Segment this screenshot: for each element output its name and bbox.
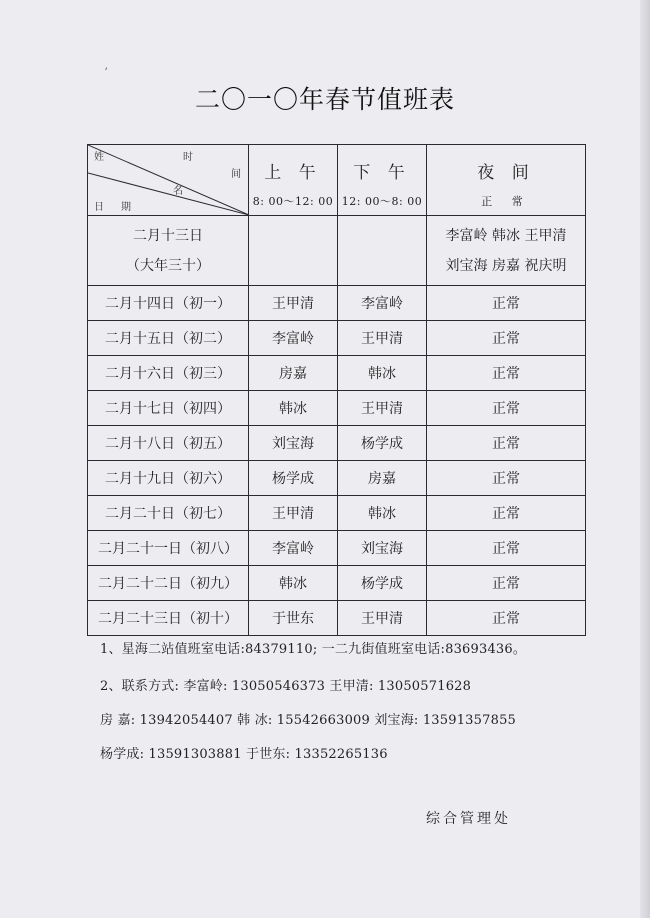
night-cell: 正常 — [427, 391, 586, 426]
corner-label-time: 时 — [183, 152, 193, 163]
date-cell: 二月十四日（初一） — [88, 286, 249, 321]
date-cell: 二月十六日（初三） — [88, 356, 249, 391]
afternoon-cell: 王甲清 — [338, 391, 427, 426]
morning-cell: 刘宝海 — [249, 426, 338, 461]
date-cell: 二月十七日（初四） — [88, 391, 249, 426]
afternoon-cell: 杨学成 — [338, 426, 427, 461]
morning-header — [249, 145, 338, 216]
night-cell — [427, 216, 586, 286]
night-cell: 正常 — [427, 531, 586, 566]
morning-cell: 房嘉 — [249, 356, 338, 391]
note-contacts-line3: 杨学成: 13591303881 于世东: 13352265136 — [100, 747, 388, 762]
corner-label-ri: 日 — [94, 202, 104, 213]
date-cell: 二月二十一日（初八） — [88, 531, 249, 566]
morning-cell: 王甲清 — [249, 496, 338, 531]
note-contacts-line1: 2、联系方式: 李富岭: 13050546373 王甲清: 13050571628 — [100, 679, 472, 694]
afternoon-cell: 刘宝海 — [338, 531, 427, 566]
corner-cell — [88, 145, 249, 216]
morning-time: 8: 00～12: 00 — [252, 194, 334, 208]
morning-cell: 杨学成 — [249, 461, 338, 496]
morning-cell: 韩冰 — [249, 566, 338, 601]
afternoon-label: 下 午 — [353, 162, 411, 183]
note-phone-numbers: 1、星海二站值班室电话:84379110; 一二九街值班室电话:83693436。 — [100, 642, 527, 657]
afternoon-cell: 杨学成 — [338, 566, 427, 601]
night-names-line1: 李富岭 韩冰 王甲清 — [445, 227, 567, 244]
date-cell: 二月十五日（初二） — [88, 321, 249, 356]
afternoon-cell — [338, 216, 427, 286]
morning-label: 上 午 — [264, 162, 322, 183]
table-row — [88, 321, 586, 356]
night-cell: 正常 — [427, 286, 586, 321]
morning-cell: 韩冰 — [249, 391, 338, 426]
first-row-sub: （大年三十） — [126, 257, 210, 274]
morning-cell: 王甲清 — [249, 286, 338, 321]
night-cell: 正常 — [427, 566, 586, 601]
page-title: 二〇一〇年春节值班表 — [194, 85, 455, 114]
night-note: 正 常 — [481, 194, 531, 208]
afternoon-cell: 李富岭 — [338, 286, 427, 321]
night-names-line2: 刘宝海 房嘉 祝庆明 — [445, 257, 567, 274]
note-contacts-line2: 房 嘉: 13942054407 韩 冰: 15542663009 刘宝海: 13591357855 — [100, 713, 517, 728]
date-cell: 二月二十三日（初十） — [88, 601, 249, 636]
afternoon-time: 12: 00～8: 00 — [341, 194, 423, 208]
afternoon-cell: 房嘉 — [338, 461, 427, 496]
morning-cell: 于世东 — [249, 601, 338, 636]
header-row — [88, 145, 586, 216]
morning-cell: 李富岭 — [249, 531, 338, 566]
ink-speck: ʼ — [104, 66, 108, 79]
date-cell: 二月十九日（初六） — [88, 461, 249, 496]
table-row — [88, 356, 586, 391]
duty-table — [87, 144, 586, 636]
night-cell: 正常 — [427, 601, 586, 636]
table-row — [88, 566, 586, 601]
afternoon-cell: 韩冰 — [338, 496, 427, 531]
night-cell: 正常 — [427, 496, 586, 531]
morning-cell: 李富岭 — [249, 321, 338, 356]
date-cell: 二月二十日（初七） — [88, 496, 249, 531]
table-row — [88, 496, 586, 531]
afternoon-header — [338, 145, 427, 216]
date-cell — [88, 216, 249, 286]
table-row — [88, 216, 586, 286]
table-row — [88, 461, 586, 496]
table-row — [88, 391, 586, 426]
afternoon-cell: 韩冰 — [338, 356, 427, 391]
night-label: 夜 间 — [477, 162, 535, 183]
page-edge — [640, 0, 650, 918]
table-row — [88, 426, 586, 461]
signature: 综合管理处 — [426, 811, 511, 827]
table-row — [88, 286, 586, 321]
date-cell: 二月二十二日（初九） — [88, 566, 249, 601]
corner-label-jian: 间 — [231, 169, 241, 180]
corner-label-surname: 姓 — [94, 152, 104, 163]
corner-label-ming: 名 — [173, 186, 183, 197]
morning-cell — [249, 216, 338, 286]
night-cell: 正常 — [427, 321, 586, 356]
table-row — [88, 531, 586, 566]
afternoon-cell: 王甲清 — [338, 601, 427, 636]
date-cell: 二月十八日（初五） — [88, 426, 249, 461]
first-row-date: 二月十三日 — [133, 227, 203, 244]
night-header — [427, 145, 586, 216]
corner-label-qi: 期 — [121, 202, 131, 213]
night-cell: 正常 — [427, 461, 586, 496]
table-row — [88, 601, 586, 636]
corner-diagonals — [88, 145, 249, 215]
night-cell: 正常 — [427, 426, 586, 461]
afternoon-cell: 王甲清 — [338, 321, 427, 356]
night-cell: 正常 — [427, 356, 586, 391]
